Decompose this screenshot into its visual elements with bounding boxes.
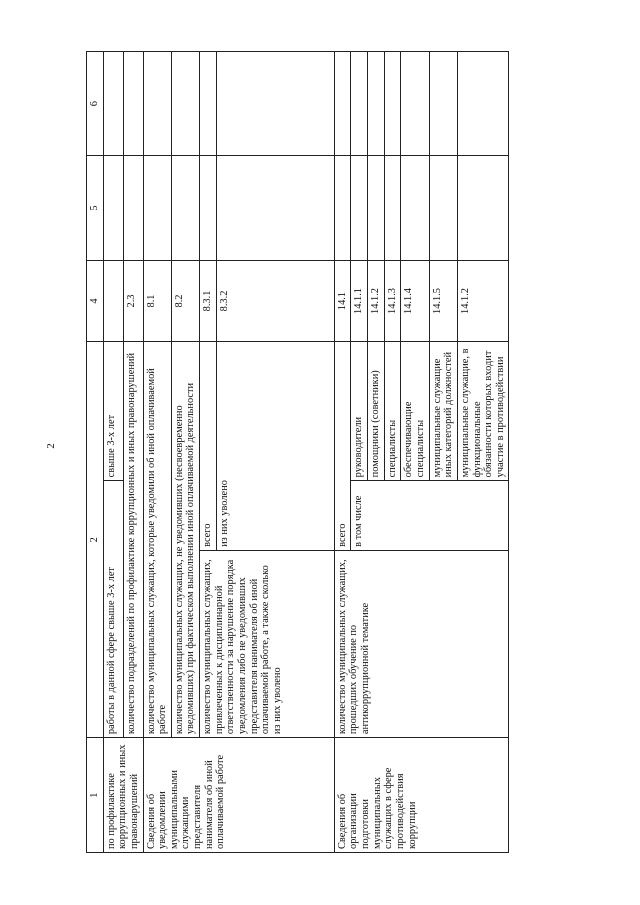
header-col6: 6	[87, 52, 104, 156]
notification-r1-col6	[143, 52, 171, 156]
header-col5: 5	[87, 156, 104, 260]
training-item-label: муниципальные служащие иных категорий должностей	[429, 342, 457, 481]
notification-r2-col6	[171, 52, 199, 156]
notification-row-1	[143, 52, 171, 853]
prevention-r2-label: количество подразделений по профилактике коррупционных и иных правонарушений	[123, 342, 143, 738]
training-item-col6	[457, 52, 509, 156]
training-item-code: 14.1.3	[384, 260, 401, 342]
notification-r3-label: количество муниципальных служащих, привлеченных к дисциплинарной ответственности за нарушение порядка уведомления либо не уведомивших представителя нанимателя об иной оплачиваемой работе, а также сколько из них уволено	[200, 550, 335, 737]
training-item-col5	[368, 156, 385, 260]
prevention-r1-code	[103, 260, 123, 342]
notification-section-label: Сведения об уведомлении муниципальными служащими представителя нанимателя об иной оплачиваемой работе	[143, 738, 334, 853]
training-item-col6	[429, 52, 457, 156]
report-table	[86, 51, 509, 853]
report-table-rotated	[86, 51, 594, 853]
training-item-code: 14.1.2	[457, 260, 509, 342]
notification-r2-col5	[171, 156, 199, 260]
notification-r3-dismissed: из них уволено	[216, 342, 334, 551]
prevention-r1-col5	[103, 156, 123, 260]
prevention-r1-label: работы в данной сфере свыше 3-х лет	[103, 481, 123, 738]
page-number: 2	[44, 443, 57, 449]
notification-r4-col6	[216, 52, 334, 156]
training-item-label: помощники (советники)	[368, 342, 385, 481]
notification-r2-label: количество муниципальных служащих, не уведомивших (несвоевременно уведомивших) при фактическом выполнении иной оплачиваемой деятельности	[171, 342, 199, 738]
training-item-col6	[401, 52, 429, 156]
notification-row-2	[171, 52, 199, 853]
prevention-section-label: по профилактике коррупционных и иных правонарушений	[103, 738, 143, 853]
header-col4: 4	[87, 260, 104, 342]
training-item-col6	[384, 52, 401, 156]
notification-r1-col5	[143, 156, 171, 260]
notification-r3-col5	[200, 156, 217, 260]
training-item-code: 14.1.1	[351, 260, 368, 342]
header-col1: 1	[87, 738, 104, 853]
prevention-row-2	[123, 52, 143, 853]
training-total: всего	[334, 342, 351, 551]
header-row	[87, 52, 104, 853]
training-section-label: Сведения об организации подготовки муниципальных служащих в сфере противодействия коррупции	[334, 738, 509, 853]
prevention-row-1	[103, 52, 123, 853]
training-item-code: 14.1.4	[401, 260, 429, 342]
training-item-col5	[429, 156, 457, 260]
training-item-col6	[368, 52, 385, 156]
training-label: количество муниципальных служащих, прошедших обучение по антикоррупционной тематике	[334, 550, 509, 737]
notification-r3-dismissed-code: 8.3.2	[216, 260, 334, 342]
training-item-col6	[351, 52, 368, 156]
training-item-col5	[401, 156, 429, 260]
training-item-col5	[384, 156, 401, 260]
notification-r3-col6	[200, 52, 217, 156]
header-col2: 2	[87, 342, 104, 738]
training-item-label: муниципальные служащие, в функциональные обязанности которых входит участие в противодействии	[457, 342, 509, 481]
training-item-label: специалисты	[384, 342, 401, 481]
training-item-col5	[351, 156, 368, 260]
training-item-label: руководители	[351, 342, 368, 481]
training-row-total	[334, 52, 351, 853]
prevention-r2-col6	[123, 52, 143, 156]
prevention-r2-col5	[123, 156, 143, 260]
notification-r2-code: 8.2	[171, 260, 199, 342]
training-total-col6	[334, 52, 351, 156]
training-including: в том числе	[351, 481, 509, 551]
training-item-label: обеспечивающие специалисты	[401, 342, 429, 481]
training-item-col5	[457, 156, 509, 260]
notification-r3-total-code: 8.3.1	[200, 260, 217, 342]
training-item-code: 14.1.5	[429, 260, 457, 342]
prevention-r2-code: 2.3	[123, 260, 143, 342]
notification-r1-code: 8.1	[143, 260, 171, 342]
prevention-r1-col6	[103, 52, 123, 156]
notification-r4-col5	[216, 156, 334, 260]
notification-row-3	[200, 52, 217, 853]
training-total-col5	[334, 156, 351, 260]
notification-r3-total: всего	[200, 342, 217, 551]
training-item-code: 14.1.2	[368, 260, 385, 342]
notification-r1-label: количество муниципальных служащих, которые уведомили об иной оплачиваемой работе	[143, 342, 171, 738]
prevention-r1-sub: свыше 3-х лет	[103, 342, 123, 481]
training-total-code: 14.1	[334, 260, 351, 342]
